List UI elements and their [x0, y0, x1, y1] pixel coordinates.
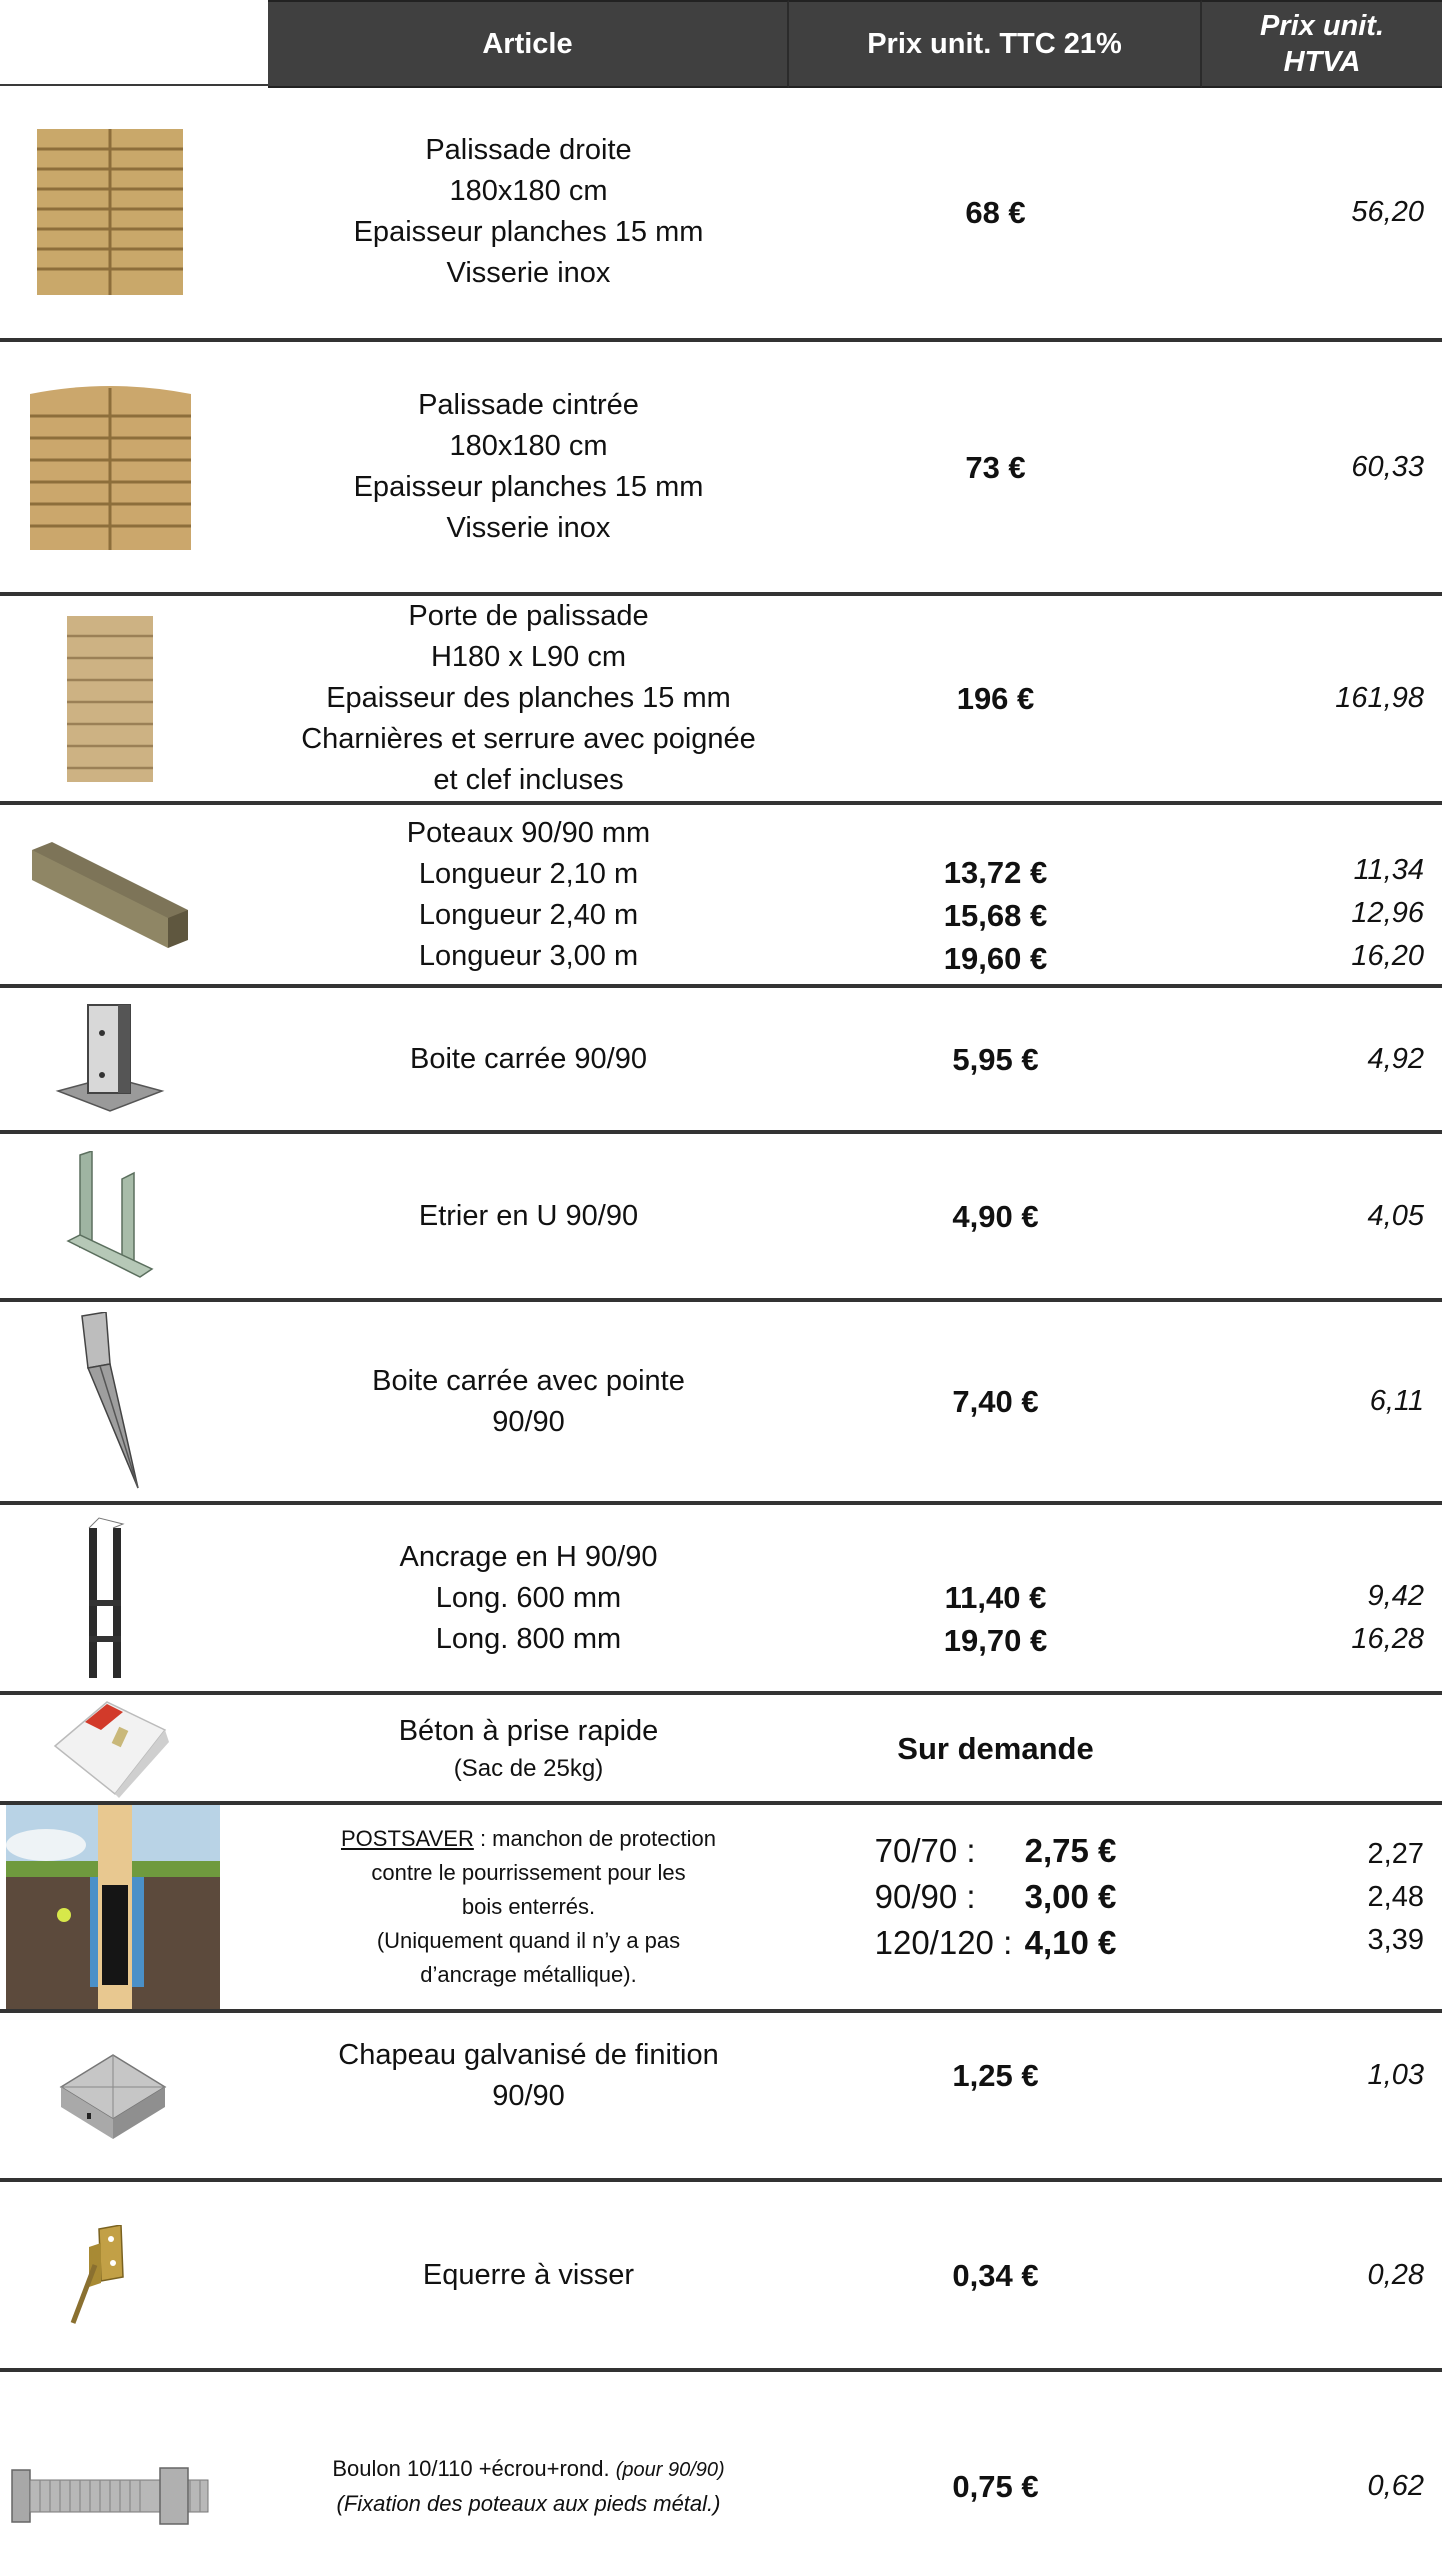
- price-htva-value: 56,20: [1351, 195, 1424, 228]
- price-ttc-value: 15,68 €: [943, 898, 1048, 933]
- article-name: Boite carrée 90/90: [410, 1042, 647, 1075]
- price-htva-value: 0,28: [1367, 2258, 1424, 2291]
- price-ttc-value: 0,75 €: [952, 2468, 1039, 2504]
- price-ttc: [789, 2182, 1202, 2368]
- table-row: [0, 2372, 1442, 2560]
- fence-panel-straight-image: [0, 86, 220, 338]
- brand-name: POSTSAVER: [340, 1826, 474, 1851]
- price-ttc: [789, 86, 1202, 338]
- price-htva: [1202, 2182, 1424, 2368]
- price-htva-value: 4,92: [1367, 1042, 1424, 1075]
- article-variant: Longueur 3,00 m: [418, 939, 639, 972]
- price-ttc: [789, 805, 1202, 984]
- u-bracket-image: [0, 1134, 220, 1298]
- article-detail: (Sac de 25kg): [453, 1754, 604, 1782]
- article-description: [268, 805, 789, 984]
- article-detail: Visserie inox: [446, 257, 611, 289]
- header-blank-cell: [0, 0, 268, 86]
- price-htva: [1202, 1134, 1424, 1298]
- price-htva: [1202, 1505, 1424, 1691]
- table-row: [0, 2182, 1442, 2372]
- price-htva-value: 9,42: [1367, 1580, 1424, 1612]
- postsaver-sleeve-image: [6, 1805, 220, 2009]
- galvanized-post-cap-image: [0, 2013, 220, 2178]
- price-ttc: [789, 1805, 1202, 2009]
- price-htva-value: 4,05: [1367, 1199, 1424, 1232]
- price-htva-value: 161,98: [1335, 682, 1424, 714]
- article-description: [268, 2182, 789, 2368]
- article-detail: (Uniquement quand il n’y a pas: [376, 1928, 681, 1953]
- price-ttc-value: 19,70 €: [943, 1623, 1048, 1658]
- article-detail: contre le pourrissement pour les: [371, 1860, 686, 1885]
- article-note: (pour 90/90): [615, 2458, 725, 2481]
- table-row: [0, 1134, 1442, 1302]
- price-htva: [1202, 1805, 1424, 2009]
- price-htva: [1202, 2013, 1424, 2178]
- article-variant: Long. 800 mm: [435, 1622, 622, 1655]
- article-variant: Longueur 2,10 m: [418, 857, 639, 890]
- table-row: [0, 805, 1442, 988]
- article-detail: 90/90: [492, 2079, 565, 2112]
- square-post-base-image: [0, 988, 220, 1130]
- variant-size: 90/90 :: [874, 1878, 976, 1915]
- price-ttc-value: 4,90 €: [952, 1198, 1039, 1234]
- concrete-bag-image: [0, 1695, 220, 1801]
- article-name: Palissade droite: [425, 134, 632, 166]
- article-description: [268, 1805, 789, 2009]
- bolt-nut-image: [0, 2372, 220, 2560]
- table-row: [0, 1302, 1442, 1505]
- article-description: [268, 596, 789, 801]
- article-detail: (Fixation des poteaux aux pieds métal.): [336, 2490, 721, 2516]
- price-htva-value: 2,27: [1367, 1837, 1424, 1870]
- size-variant: [875, 1874, 1117, 1920]
- article-detail: Epaisseur des planches 15 mm: [326, 682, 731, 714]
- table-row: [0, 2013, 1442, 2182]
- price-ttc: [789, 596, 1202, 801]
- article-name: Etrier en U 90/90: [418, 1199, 639, 1232]
- article-description: [268, 342, 789, 592]
- article-detail: 180x180 cm: [449, 175, 608, 207]
- price-on-request: Sur demande: [897, 1730, 1094, 1766]
- price-ttc: [789, 1505, 1202, 1691]
- price-htva-value: 0,62: [1367, 2469, 1424, 2502]
- table-row: [0, 988, 1442, 1134]
- price-ttc-value: 11,40 €: [944, 1580, 1047, 1615]
- price-ttc: [789, 342, 1202, 592]
- article-detail: bois enterrés.: [461, 1894, 596, 1919]
- article-description: [268, 1695, 789, 1801]
- price-ttc-value: 0,34 €: [952, 2257, 1039, 2293]
- table-row: [0, 86, 1442, 342]
- article-description: [268, 1134, 789, 1298]
- price-htva-value: 12,96: [1351, 897, 1424, 929]
- price-htva: [1202, 1695, 1424, 1801]
- article-description: [268, 2372, 789, 2560]
- article-name: Boite carrée avec pointe: [372, 1364, 685, 1397]
- price-ttc-value: 1,25 €: [952, 2058, 1039, 2093]
- article-detail: Epaisseur planches 15 mm: [353, 216, 704, 248]
- size-variant: [875, 1828, 1117, 1874]
- size-variant: [875, 1920, 1117, 1966]
- price-htva: [1202, 805, 1424, 984]
- price-htva-value: 11,34: [1353, 854, 1424, 886]
- article-name: [332, 2452, 724, 2487]
- table-row: [0, 1695, 1442, 1805]
- price-htva-value: 16,28: [1351, 1623, 1424, 1655]
- article-name: Chapeau galvanisé de finition: [338, 2038, 719, 2071]
- fence-gate-image: [0, 596, 220, 801]
- price-ttc-value: 19,60 €: [943, 941, 1048, 976]
- table-row: [0, 1505, 1442, 1695]
- article-detail: 180x180 cm: [449, 430, 608, 462]
- article-name: Porte de palissade: [408, 600, 649, 632]
- price-htva-value: 3,39: [1367, 1923, 1424, 1956]
- spike-post-holder-image: [0, 1302, 220, 1501]
- header-price-htva: [1202, 0, 1442, 88]
- table-row: [0, 1805, 1442, 2013]
- article-description: [268, 1505, 789, 1691]
- price-htva: [1202, 2372, 1424, 2560]
- article-variant: Longueur 2,40 m: [418, 898, 639, 931]
- price-ttc: [789, 1695, 1202, 1801]
- price-ttc-value: 3,00 €: [1024, 1878, 1117, 1915]
- price-htva-value: 2,48: [1367, 1880, 1424, 1913]
- article-name: Poteaux 90/90 mm: [406, 816, 651, 849]
- article-name: Palissade cintrée: [418, 389, 639, 421]
- price-htva: [1202, 86, 1424, 338]
- article-description: [268, 2013, 789, 2178]
- price-htva: [1202, 1302, 1424, 1501]
- fence-panel-arched-image: [0, 342, 220, 592]
- screw-bracket-image: [0, 2182, 220, 2368]
- article-detail: Charnières et serrure avec poignée: [301, 723, 756, 755]
- article-detail: et clef incluses: [433, 764, 624, 796]
- price-ttc-value: 4,10 €: [1024, 1924, 1117, 1961]
- price-ttc-value: 2,75 €: [1024, 1832, 1117, 1869]
- table-header: [0, 0, 1444, 88]
- price-htva-value: 1,03: [1367, 2059, 1424, 2091]
- header-article: Article: [268, 0, 789, 88]
- price-ttc-value: 68 €: [965, 194, 1026, 230]
- header-htva-line1: Prix unit.: [1259, 10, 1385, 42]
- price-ttc: [789, 2372, 1202, 2560]
- price-htva-value: 6,11: [1369, 1385, 1424, 1417]
- article-name: [341, 1822, 716, 1856]
- price-ttc: [789, 1134, 1202, 1298]
- price-ttc: [789, 988, 1202, 1130]
- table-row: [0, 596, 1442, 805]
- variant-size: 120/120 :: [874, 1924, 1013, 1961]
- table-row: [0, 342, 1442, 596]
- price-ttc: [789, 2013, 1202, 2178]
- article-description: [268, 1302, 789, 1501]
- header-price-ttc: Prix unit. TTC 21%: [789, 0, 1202, 88]
- article-detail: 90/90: [492, 1405, 565, 1438]
- price-htva-value: 60,33: [1351, 450, 1424, 483]
- article-description: [268, 988, 789, 1130]
- price-htva: [1202, 988, 1424, 1130]
- wooden-post-image: [0, 805, 220, 984]
- article-name: Ancrage en H 90/90: [399, 1540, 658, 1573]
- header-htva-line2: HTVA: [1283, 46, 1361, 78]
- price-ttc-value: 196 €: [956, 681, 1035, 716]
- variant-size: 70/70 :: [874, 1832, 976, 1869]
- article-detail: : manchon de protection: [473, 1826, 716, 1851]
- article-name-text: Boulon 10/110 +écrou+rond.: [332, 2455, 616, 2481]
- price-htva: [1202, 342, 1424, 592]
- article-detail: Epaisseur planches 15 mm: [353, 471, 704, 503]
- article-description: [268, 86, 789, 338]
- h-anchor-image: [0, 1505, 220, 1691]
- article-detail: Visserie inox: [446, 512, 611, 544]
- article-name: Béton à prise rapide: [398, 1714, 659, 1747]
- price-ttc-value: 5,95 €: [952, 1041, 1039, 1077]
- price-htva: [1202, 596, 1424, 801]
- price-ttc-value: 13,72 €: [943, 855, 1048, 890]
- price-ttc: [789, 1302, 1202, 1501]
- article-detail: d’ancrage métallique).: [420, 1962, 637, 1987]
- price-htva-value: 16,20: [1351, 940, 1424, 972]
- price-ttc-value: 7,40 €: [952, 1384, 1039, 1419]
- article-detail: H180 x L90 cm: [430, 641, 627, 673]
- price-ttc-value: 73 €: [965, 449, 1026, 485]
- article-variant: Long. 600 mm: [435, 1581, 622, 1614]
- article-name: Equerre à visser: [422, 2258, 635, 2291]
